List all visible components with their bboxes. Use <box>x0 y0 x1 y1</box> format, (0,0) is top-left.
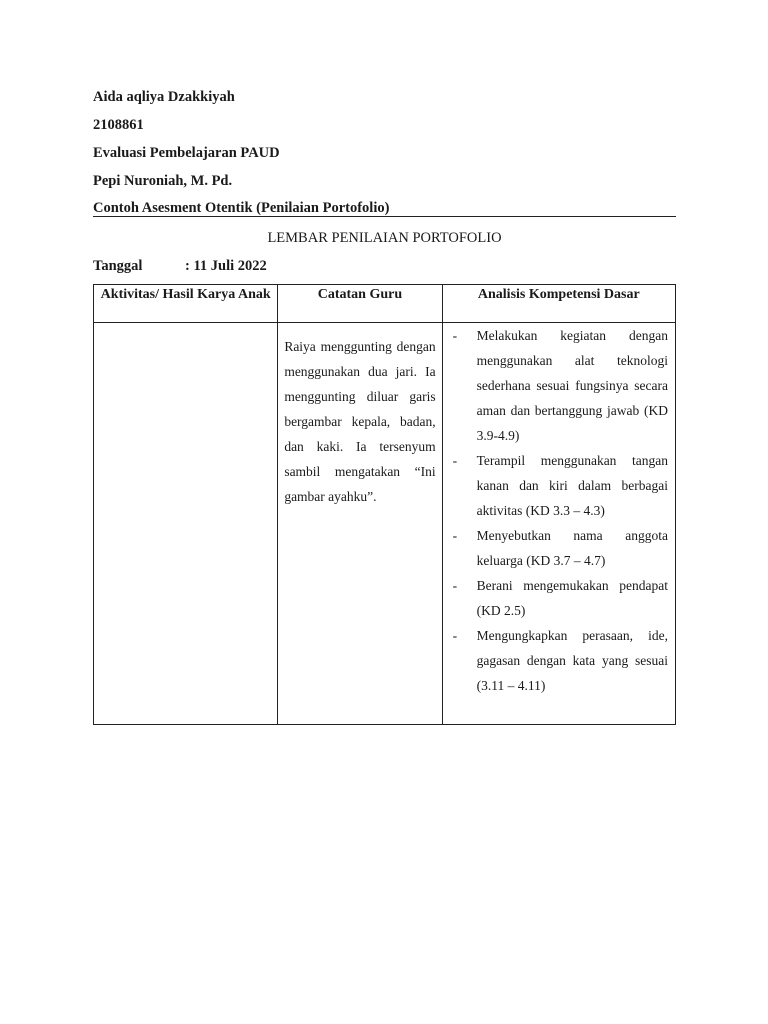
horizontal-divider <box>93 216 676 217</box>
date-value: : 11 Juli 2022 <box>185 258 267 274</box>
assignment-subject: Contoh Asesment Otentik (Penilaian Portofolio) <box>93 200 390 216</box>
list-item: - Berani mengemukakan pendapat (KD 2.5) <box>443 573 668 623</box>
list-item: - Melakukan kegiatan dengan menggunakan alat teknologi sederhana sesuai fungsinya secara aman dan bertanggung jawab (KD 3.9-4.9) <box>443 323 668 448</box>
teacher-note-cell <box>278 323 442 725</box>
lecturer-name: Pepi Nuroniah, M. Pd. <box>93 173 233 189</box>
competency-list <box>443 323 675 698</box>
header-competency-analysis: Analisis Kompetensi Dasar <box>442 285 675 323</box>
student-id: 2108861 <box>93 117 144 133</box>
date-row <box>93 257 267 275</box>
table-header-row <box>94 285 676 323</box>
list-item: - Mengungkapkan perasaan, ide, gagasan dengan kata yang sesuai (3.11 – 4.11) <box>443 623 668 698</box>
header-activity: Aktivitas/ Hasil Karya Anak <box>94 285 278 323</box>
course-name: Evaluasi Pembelajaran PAUD <box>93 145 280 161</box>
list-item: - Menyebutkan nama anggota keluarga (KD 3.7 – 4.7) <box>443 523 668 573</box>
date-label: Tanggal <box>93 258 143 274</box>
activity-cell <box>94 323 278 725</box>
document-title: LEMBAR PENILAIAN PORTOFOLIO <box>267 230 502 246</box>
student-name: Aida aqliya Dzakkiyah <box>93 89 235 105</box>
list-item: - Terampil menggunakan tangan kanan dan kiri dalam berbagai aktivitas (KD 3.3 – 4.3) <box>443 448 668 523</box>
teacher-note-text: Raiya menggunting dengan menggunakan dua jari. Ia menggunting diluar garis bergambar kepala, badan, dan kaki. Ia tersenyum sambil mengatakan “Ini gambar ayahku”. <box>284 339 436 504</box>
header-teacher-note: Catatan Guru <box>278 285 442 323</box>
table-row <box>94 323 676 725</box>
portfolio-table <box>93 284 676 725</box>
competency-cell <box>442 323 675 725</box>
